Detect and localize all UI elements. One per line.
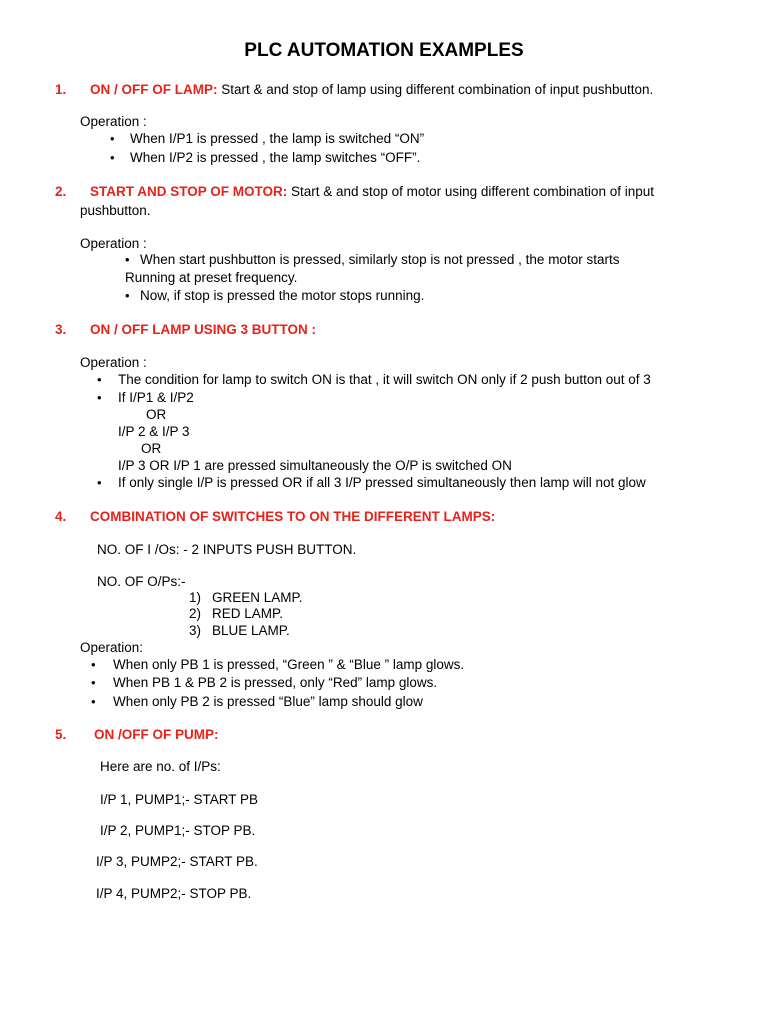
section-2-number: 2. bbox=[55, 184, 67, 199]
section-2-heading: START AND STOP OF MOTOR: bbox=[90, 184, 288, 199]
section-4-bullet: When only PB 2 is pressed “Blue” lamp should glow bbox=[113, 694, 423, 709]
bullet-icon: • bbox=[97, 390, 102, 405]
section-4-bullet: When PB 1 & PB 2 is pressed, only “Red” lamp glows. bbox=[113, 675, 438, 690]
section-3-bullet: If I/P1 & I/P2 bbox=[118, 390, 194, 405]
bullet-icon: • bbox=[91, 657, 96, 672]
section-2-desc-cont: pushbutton. bbox=[80, 203, 151, 218]
section-5-number: 5. bbox=[55, 727, 67, 742]
section-3-operation-label: Operation : bbox=[80, 355, 147, 370]
section-3-or: OR bbox=[146, 407, 167, 422]
section-3-condition: I/P 2 & I/P 3 bbox=[118, 424, 190, 439]
section-5-line-item: I/P 2, PUMP1;- STOP PB. bbox=[100, 823, 256, 838]
section-4-bullet: When only PB 1 is pressed, “Green ” & “Blue ” lamp glows. bbox=[113, 657, 465, 672]
section-4-ops: NO. OF O/Ps:- bbox=[97, 574, 186, 589]
section-2-bullet: Now, if stop is pressed the motor stops running. bbox=[140, 288, 425, 303]
section-1-desc: Start & and stop of lamp using different combination of input pushbutton. bbox=[217, 82, 654, 97]
section-3-number: 3. bbox=[55, 322, 67, 337]
section-3-or: OR bbox=[141, 441, 162, 456]
section-5-line-item: I/P 3, PUMP2;- START PB. bbox=[96, 854, 258, 869]
section-2-desc: Start & and stop of motor using different combination of input bbox=[287, 184, 654, 199]
bullet-icon: • bbox=[110, 150, 115, 165]
section-1-heading: ON / OFF OF LAMP: bbox=[90, 82, 218, 97]
lamp-number: 2) bbox=[189, 606, 202, 621]
lamp-number: 1) bbox=[189, 590, 202, 605]
section-4-number: 4. bbox=[55, 509, 67, 524]
section-2-bullet-cont: Running at preset frequency. bbox=[125, 270, 298, 285]
bullet-icon: • bbox=[110, 131, 115, 146]
bullet-icon: • bbox=[125, 288, 130, 303]
lamp-label: BLUE LAMP. bbox=[212, 623, 290, 638]
section-3-heading: ON / OFF LAMP USING 3 BUTTON : bbox=[90, 322, 317, 337]
section-2-operation-label: Operation : bbox=[80, 236, 147, 251]
section-1-number: 1. bbox=[55, 82, 67, 97]
section-5-line-item: Here are no. of I/Ps: bbox=[100, 759, 221, 774]
section-1-operation-label: Operation : bbox=[80, 114, 147, 129]
section-4-ios: NO. OF I /Os: - 2 INPUTS PUSH BUTTON. bbox=[97, 542, 357, 557]
section-5-heading: ON /OFF OF PUMP: bbox=[94, 727, 219, 742]
bullet-icon: • bbox=[125, 252, 130, 267]
page-title: PLC AUTOMATION EXAMPLES bbox=[244, 40, 524, 61]
bullet-icon: • bbox=[91, 675, 96, 690]
section-4-line bbox=[90, 509, 495, 525]
lamp-label: RED LAMP. bbox=[212, 606, 284, 621]
section-2-line bbox=[90, 184, 654, 200]
section-4-heading: COMBINATION OF SWITCHES TO ON THE DIFFERENT LAMPS: bbox=[90, 509, 496, 524]
section-1-line bbox=[90, 82, 653, 98]
bullet-icon: • bbox=[97, 372, 102, 387]
section-5-line-item: I/P 4, PUMP2;- STOP PB. bbox=[96, 886, 252, 901]
section-3-bullet: The condition for lamp to switch ON is that , it will switch ON only if 2 push button out of 3 bbox=[118, 372, 651, 387]
section-3-condition: I/P 3 OR I/P 1 are pressed simultaneously the O/P is switched ON bbox=[118, 458, 512, 473]
section-1-bullet: When I/P1 is pressed , the lamp is switched “ON” bbox=[130, 131, 425, 146]
bullet-icon: • bbox=[97, 475, 102, 490]
section-5-line-item: I/P 1, PUMP1;- START PB bbox=[100, 792, 259, 807]
section-2-bullet: When start pushbutton is pressed, similarly stop is not pressed , the motor starts bbox=[140, 252, 620, 267]
bullet-icon: • bbox=[91, 694, 96, 709]
lamp-label: GREEN LAMP. bbox=[212, 590, 303, 605]
section-3-bullet: If only single I/P is pressed OR if all 3 I/P pressed simultaneously then lamp will not glow bbox=[118, 475, 646, 490]
section-5-line bbox=[94, 727, 219, 743]
section-4-operation-label: Operation: bbox=[80, 640, 144, 655]
lamp-number: 3) bbox=[189, 623, 202, 638]
section-3-line bbox=[90, 322, 316, 338]
section-1-bullet: When I/P2 is pressed , the lamp switches “OFF”. bbox=[130, 150, 421, 165]
